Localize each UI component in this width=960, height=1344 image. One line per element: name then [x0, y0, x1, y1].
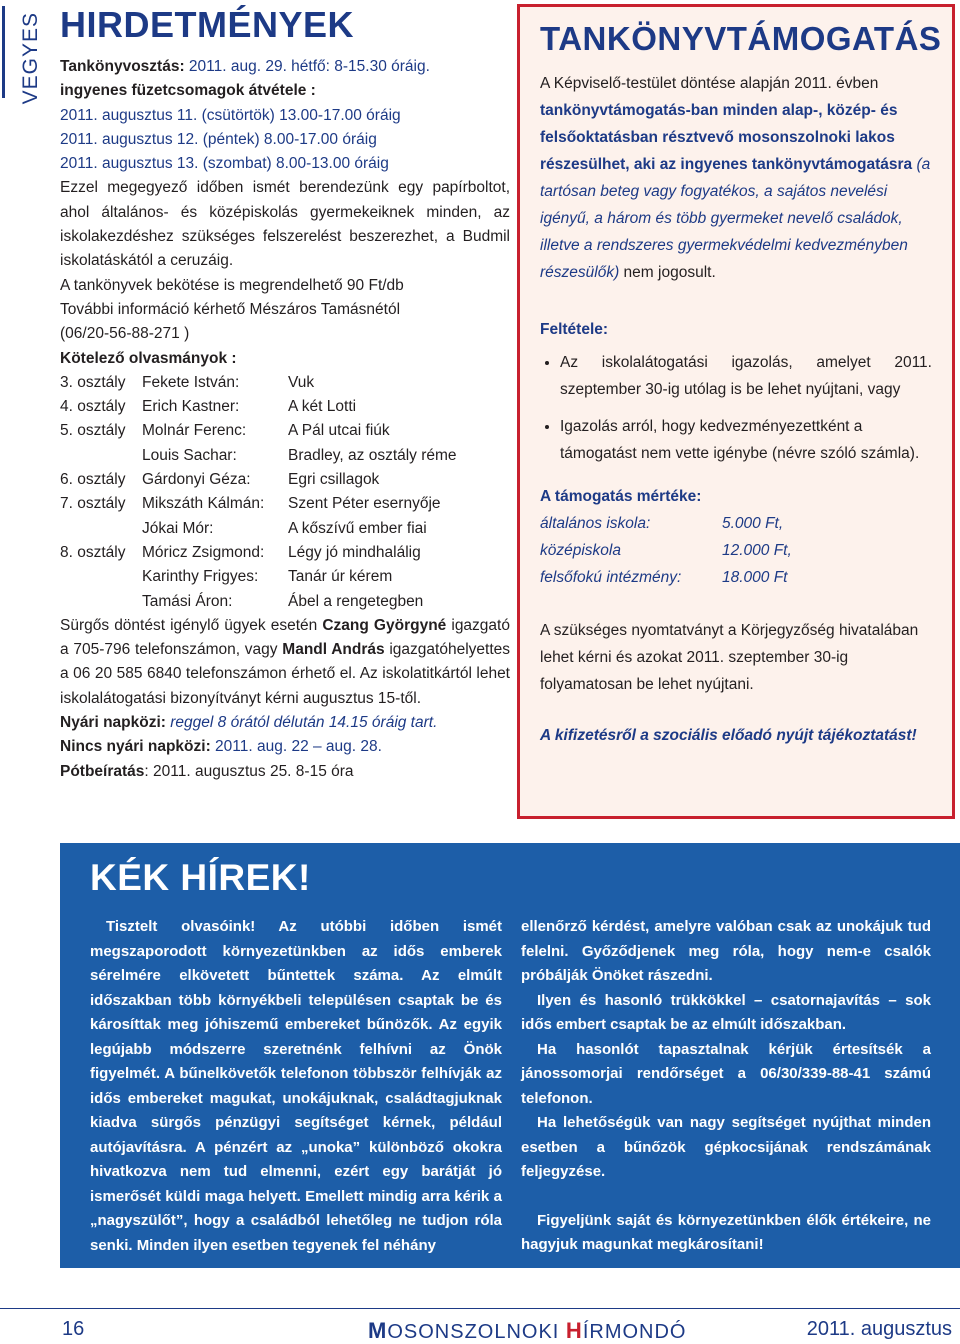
readings-list — [60, 371, 510, 614]
reading-grade — [60, 565, 142, 589]
reading-row — [60, 395, 510, 419]
reading-author: Móricz Zsigmond: — [142, 543, 265, 561]
intro-italic: (a tartósan beteg vagy fogyatékos, a sajátos nevelési igényű, a három és több gyermeket nevelő családok, illetve a rendszeres gyermekvédelmi kedvezményben részesülők) — [540, 156, 931, 281]
reading-title: Egri csillagok — [288, 471, 380, 489]
reading-title: Tanár úr kérem — [288, 568, 393, 586]
late-enrollment-date: : 2011. augusztus 25. 8-15 óra — [144, 762, 354, 780]
no-summer-daycare-dates: 2011. aug. 22 – aug. 28. — [210, 738, 382, 756]
readings-title-text: Kötelező olvasmányok : — [60, 349, 237, 367]
urgent-text-b: igazgató a 705-796 telefonszámon, vagy — [60, 616, 510, 659]
reading-title: Ábel a rengetegben — [288, 592, 424, 610]
textbook-support-box — [517, 4, 955, 819]
urgent-text-a: Sürgős döntést igénylő ügyek esetén — [60, 616, 323, 634]
condition-item: • Igazolás arról, hogy kedvezményezettként a támogatást nem vette igénybe (névre szóló számla). — [560, 413, 932, 467]
summer-daycare — [60, 711, 510, 735]
blue-news-right-column — [521, 915, 931, 1258]
package-date-2: 2011. augusztus 12. (péntek) 8.00-17.00 óráig — [60, 130, 377, 148]
principal-name: Czang Györgyné — [322, 616, 447, 634]
blue-news-paragraph: Figyeljünk saját és környezetünkben élők értékeire, ne hagyjuk magunkat megkárosítani! — [521, 1211, 931, 1253]
amount-label: középiskola — [540, 542, 621, 559]
reading-row — [60, 492, 510, 516]
amount-value: 5.000 Ft, — [722, 515, 784, 532]
masthead-part1: OSONSZOLNOKI — [387, 1321, 566, 1343]
urgent-contact-paragraph — [60, 614, 510, 711]
section-label — [2, 6, 45, 105]
reading-grade — [60, 590, 142, 614]
reading-author: Karinthy Frigyes: — [142, 568, 259, 586]
amount-value: 12.000 Ft, — [722, 542, 792, 559]
reading-grade: 7. osztály — [60, 495, 126, 513]
announcements-column — [60, 0, 510, 784]
reading-grade: 4. osztály — [60, 398, 126, 416]
amount-row — [540, 537, 932, 564]
summer-daycare-hours: reggel 8 órától délután 14.15 óráig tart. — [165, 714, 438, 732]
masthead-h: H — [565, 1318, 583, 1343]
reading-row — [60, 541, 510, 565]
reading-author: Gárdonyi Géza: — [142, 471, 251, 489]
amount-label: felsőfokú intézmény: — [540, 569, 682, 586]
masthead — [368, 1318, 686, 1344]
textbook-distribution — [60, 55, 510, 79]
free-packages-label-text: ingyenes füzetcsomagok átvétele : — [60, 82, 316, 100]
masthead-part2: ÍRMONDÓ — [582, 1321, 687, 1343]
textbook-distribution-date: 2011. aug. 29. hétfő: 8-15.30 óráig. — [184, 58, 430, 75]
reading-row — [60, 517, 510, 541]
page-number: 16 — [62, 1318, 85, 1340]
stationery-paragraph: Ezzel megegyező időben ismét berendezünk egy papírboltot, ahol általános- és középiskolás gyermekeiknek minden, az iskolakezdéshez szükséges felszerelést beszerezhet, a Budmil iskolatáskától a ceruzáig. — [60, 179, 510, 270]
issue-date: 2011. augusztus — [806, 1318, 952, 1340]
reading-row — [60, 444, 510, 468]
intro-end: nem jogosult. — [619, 264, 716, 281]
free-packages-label — [60, 79, 510, 103]
blue-news-paragraph: Ha lehetőségük van nagy segítséget nyújthat minden esetben a bűnőzök gépkocsijának rendszámának feljegyzése. — [521, 1114, 931, 1180]
reading-title: Bradley, az osztály réme — [288, 446, 457, 464]
reading-grade: 8. osztály — [60, 543, 126, 561]
deputy-name: Mandl András — [282, 641, 385, 659]
reading-row — [60, 468, 510, 492]
announcements-title: HIRDETMÉNYEK — [60, 4, 355, 45]
amount-list — [540, 510, 932, 591]
reading-title: Légy jó mindhalálig — [288, 543, 421, 561]
intro-bold: tankönyvtámogatás-ban minden alap-, közép- és felsőoktatásban résztvevő mosonszolnoki lakos részesülhet, aki az ingyenes tankönyvtámogatásra — [540, 102, 913, 173]
reading-grade: 6. osztály — [60, 471, 126, 489]
reading-author: Tamási Áron: — [142, 592, 233, 610]
amount-label: általános iskola: — [540, 515, 651, 532]
footer-rule — [0, 1308, 960, 1309]
package-date-3: 2011. augusztus 13. (szombat) 8.00-13.00 óráig — [60, 155, 389, 173]
reading-row — [60, 419, 510, 443]
reading-author: Molnár Ferenc: — [142, 422, 247, 440]
reading-row — [60, 590, 510, 614]
blue-news-paragraph: Tisztelt olvasóink! Az utóbbi időben ismét megszaporodott környezetünkben az idős emberek sérelmére elkövetett bűntettek száma. Az elmúlt időszakban több környékbeli településen csaptak be és károsíttak meg jóhiszemű embereket bűnözők. Az egyik legújabb módszerre szeretnénk felhívni az Önök figyelmét. A bűnelkövetők telefonon többször felhívják az idős embereket magukat, unokájuknak, családtagjuknak kiadva sürgős pénzügyi segítséget kérnek, például autójavításra. A pénzért az „unoka” különböző okokra hivatkozva nem tud elmenni, ezért egy barátját jó ismerősét küldi maga helyett. Emellett mindig arra kérik a „nagyszülőt”, hogy a családból lehetőleg ne tudjon róla senki. Minden ilyen esetben tegyenek fel néhány — [90, 918, 502, 1254]
amount-row — [540, 564, 932, 591]
reading-author: Fekete István: — [142, 373, 240, 391]
blue-news-left-column — [90, 915, 502, 1258]
form-note: A szükséges nyomtatványt a Körjegyzőség hivatalában lehet kérni és azokat 2011. szeptember 30-ig folyamatosan be lehet nyújtani. — [540, 622, 919, 693]
reading-title: A Pál utcai fiúk — [288, 422, 390, 440]
no-summer-daycare — [60, 735, 510, 759]
late-enrollment-label: Pótbeíratás — [60, 762, 145, 780]
reading-author: Jókai Mór: — [142, 519, 214, 537]
summer-daycare-label: Nyári napközi: — [60, 714, 166, 732]
closing-note — [540, 722, 932, 749]
reading-title: A kőszívű ember fiai — [288, 519, 427, 537]
announcements-body — [60, 55, 510, 784]
blue-news-paragraph: Ha hasonlót tapasztalnak kérjük értesítsék a jánossomorjai rendőrséget a 06/30/339-88-41 számú telefonon. — [521, 1040, 931, 1107]
reading-row — [60, 565, 510, 589]
late-enrollment — [60, 760, 510, 784]
textbook-distribution-label: Tankönyvosztás: — [60, 58, 185, 75]
reading-grade — [60, 444, 142, 468]
reading-title: A két Lotti — [288, 398, 357, 416]
masthead-m: M — [368, 1318, 388, 1343]
contact-info: További információ kérhető Mészáros Tamásnétól — [60, 300, 401, 318]
package-date-1: 2011. augusztus 11. (csütörtök) 13.00-17.00 óráig — [60, 106, 401, 124]
reading-author: Mikszáth Kálmán: — [142, 495, 265, 513]
blue-news-title: KÉK HÍREK! — [90, 857, 311, 898]
intro-text: A Képviselő-testület döntése alapján 2011. évben — [540, 75, 879, 92]
amount-title: A támogatás mértéke: — [540, 488, 702, 505]
closing-note-text: A kifizetésről a szociális előadó nyújt tájékoztatást! — [540, 727, 917, 744]
conditions-list — [540, 349, 932, 467]
textbook-support-title: TANKÖNYVTÁMOGATÁS — [540, 20, 942, 57]
reading-author: Louis Sachar: — [142, 446, 237, 464]
amount-value: 18.000 Ft — [722, 569, 788, 586]
reading-grade — [60, 517, 142, 541]
reading-author: Erich Kastner: — [142, 398, 240, 416]
reading-grade: 5. osztály — [60, 422, 126, 440]
conditions-title: Feltétele: — [540, 321, 609, 338]
reading-title: Szent Péter esernyője — [288, 495, 441, 513]
textbook-support-intro — [540, 70, 932, 286]
page-footer — [0, 1296, 960, 1342]
condition-item: • Az iskolalátogatási igazolás, amelyet 2011. szeptember 30-ig utólag is be lehet nyújtani, vagy — [560, 349, 932, 403]
binding-info: A tankönyvek bekötése is megrendelhető 90 Ft/db — [60, 276, 404, 294]
reading-title: Vuk — [288, 373, 315, 391]
blue-news-panel — [60, 843, 960, 1268]
no-summer-daycare-label: Nincs nyári napközi: — [60, 738, 211, 756]
readings-title — [60, 347, 510, 371]
blue-news-paragraph: ellenőrző kérdést, amelyre valóban csak az unokájuk tud felelni. Győződjenek meg róla, hogy nem-e csalók próbálják Önöket rászedni. — [521, 918, 931, 984]
section-label-text: VEGYES — [19, 12, 42, 105]
reading-grade: 3. osztály — [60, 373, 126, 391]
contact-phone: (06/20-56-88-271 ) — [60, 325, 190, 343]
reading-row — [60, 371, 510, 395]
amount-row — [540, 510, 932, 537]
blue-news-paragraph: Ilyen és hasonló trükkökkel – csatornajavítás – sok idős embert csaptak be az elmúlt időszakban. — [521, 991, 931, 1033]
urgent-text-c: igazgatóhelyettes a 06 20 585 6840 telefonszámon érhető el. Az iskolatitkártól lehet iskolalátogatási bizonyítványt kérni augusztus 15-től. — [60, 641, 510, 707]
